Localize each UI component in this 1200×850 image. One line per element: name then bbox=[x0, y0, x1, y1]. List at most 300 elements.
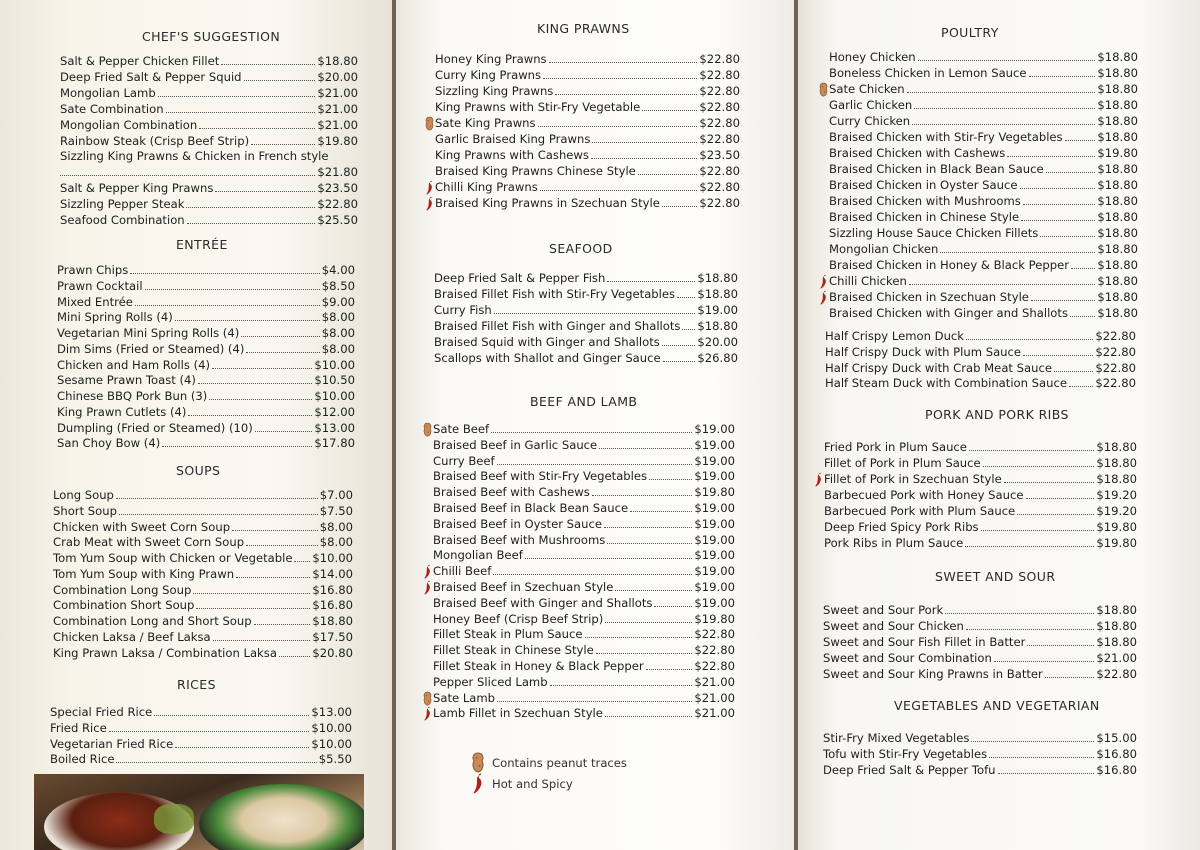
menu-item-price: $21.00 bbox=[694, 674, 735, 689]
menu-item bbox=[60, 53, 358, 69]
menu-item-price: $26.80 bbox=[697, 350, 738, 365]
menu-item bbox=[433, 642, 735, 658]
menu-item bbox=[829, 97, 1138, 113]
dot-leader bbox=[677, 297, 695, 298]
menu-item-name: Sizzling House Sauce Chicken Fillets bbox=[829, 226, 1039, 240]
menu-item-name: King Prawns with Stir-Fry Vegetable bbox=[435, 100, 641, 114]
menu-item bbox=[829, 177, 1138, 193]
menu-item bbox=[433, 547, 735, 563]
menu-item bbox=[825, 328, 1136, 344]
dot-leader bbox=[1069, 386, 1093, 387]
menu-item bbox=[823, 634, 1137, 650]
menu-item-name: Braised Chicken in Honey & Black Pepper bbox=[829, 258, 1069, 272]
menu-item-price: $8.00 bbox=[319, 519, 353, 534]
menu-item-name: Sesame Prawn Toast (4) bbox=[57, 373, 196, 388]
dot-leader bbox=[1070, 316, 1095, 317]
menu-item bbox=[433, 500, 735, 516]
menu-item bbox=[60, 148, 329, 164]
menu-item-price: $19.80 bbox=[694, 611, 735, 626]
menu-item bbox=[433, 658, 735, 674]
menu-item bbox=[824, 519, 1137, 535]
dot-leader bbox=[989, 757, 1094, 758]
menu-item-price: $22.80 bbox=[1095, 344, 1136, 359]
menu-item-name: Fillet Steak in Chinese Style bbox=[433, 643, 594, 658]
menu-item-name: Braised Chicken with Ginger and Shallots bbox=[829, 306, 1068, 320]
menu-item bbox=[57, 278, 355, 294]
menu-item-price: $19.00 bbox=[694, 453, 735, 468]
menu-item-name: Lamb Fillet in Szechuan Style bbox=[433, 706, 603, 721]
section-title-chefs-suggestion: CHEF'S SUGGESTION bbox=[142, 29, 281, 44]
dot-leader bbox=[909, 284, 1096, 285]
dot-leader bbox=[663, 361, 696, 362]
food-photo bbox=[34, 774, 364, 850]
menu-item bbox=[433, 563, 735, 579]
menu-item-price: $22.80 bbox=[1096, 666, 1137, 681]
dot-leader bbox=[213, 640, 311, 641]
dot-leader bbox=[279, 656, 311, 657]
menu-item-price: $7.00 bbox=[319, 488, 353, 502]
menu-item-name: Chicken and Ham Rolls (4) bbox=[57, 357, 211, 372]
chilli-icon bbox=[424, 180, 436, 196]
menu-item-price: $19.80 bbox=[1096, 535, 1137, 550]
menu-item bbox=[53, 550, 353, 566]
menu-item-name: Combination Long Soup bbox=[53, 582, 192, 597]
menu-item bbox=[829, 225, 1138, 241]
menu-item-name: Tom Yum Soup with Chicken or Vegetable bbox=[53, 551, 293, 565]
menu-item-name: Garlic Braised King Prawns bbox=[435, 132, 591, 146]
menu-item-price: $19.00 bbox=[697, 302, 738, 317]
menu-item-name: Curry Fish bbox=[434, 302, 492, 317]
menu-item bbox=[829, 273, 1138, 289]
menu-item-name: Braised Beef with Ginger and Shallots bbox=[433, 595, 653, 610]
menu-item-name: Fillet Steak in Honey & Black Pepper bbox=[433, 659, 644, 673]
menu-item-name: Braised Chicken with Stir-Fry Vegetables bbox=[829, 130, 1063, 144]
menu-item-name: Barbecued Pork with Honey Sauce bbox=[824, 487, 1024, 502]
dot-leader bbox=[945, 613, 1094, 614]
menu-item bbox=[823, 650, 1137, 666]
dot-leader bbox=[491, 432, 692, 433]
dot-leader bbox=[646, 669, 693, 670]
dot-leader bbox=[981, 530, 1095, 531]
menu-item-name: Scallops with Shallot and Ginger Sauce bbox=[434, 350, 661, 365]
menu-item bbox=[53, 597, 353, 613]
menu-item-name: Braised Fillet Fish with Ginger and Shallots bbox=[434, 318, 681, 333]
menu-item-price: $21.00 bbox=[317, 85, 358, 100]
dot-leader bbox=[166, 112, 316, 113]
menu-item-price: $19.00 bbox=[694, 595, 735, 610]
dot-leader bbox=[246, 545, 318, 546]
dot-leader bbox=[175, 320, 320, 321]
menu-item-name: Sate Lamb bbox=[433, 690, 496, 705]
menu-item-price: $13.00 bbox=[314, 420, 355, 435]
dot-leader bbox=[585, 637, 693, 638]
menu-item bbox=[60, 85, 358, 101]
menu-item-price: $22.80 bbox=[699, 164, 740, 178]
menu-item-name: Deep Fried Spicy Pork Ribs bbox=[824, 519, 979, 534]
dot-leader bbox=[109, 731, 310, 732]
dot-leader bbox=[196, 608, 310, 609]
menu-item bbox=[435, 163, 740, 179]
menu-item bbox=[433, 421, 735, 437]
menu-item-price: $18.80 bbox=[1097, 194, 1138, 208]
dot-leader bbox=[605, 716, 693, 717]
menu-item bbox=[829, 209, 1138, 225]
menu-item bbox=[829, 193, 1138, 209]
legend-peanut-label: Contains peanut traces bbox=[492, 756, 627, 770]
dot-leader bbox=[1045, 677, 1095, 678]
menu-item-name: Half Steam Duck with Combination Sauce bbox=[825, 376, 1067, 391]
menu-item-name: Braised Beef with Mushrooms bbox=[433, 532, 606, 547]
section-title-pork: PORK AND PORK RIBS bbox=[925, 407, 1069, 422]
dot-leader bbox=[966, 629, 1095, 630]
dot-leader bbox=[907, 92, 1096, 93]
legend-chilli bbox=[470, 773, 573, 795]
menu-item-name: Mongolian Combination bbox=[60, 117, 198, 132]
dot-leader bbox=[654, 606, 692, 607]
menu-item-price: $19.00 bbox=[694, 564, 735, 579]
menu-item-name: Braised Chicken with Cashews bbox=[829, 146, 1006, 160]
menu-item bbox=[824, 471, 1137, 487]
menu-item bbox=[60, 212, 358, 228]
menu-item-price: $18.80 bbox=[1096, 618, 1137, 633]
menu-item bbox=[433, 437, 735, 453]
menu-item-price: $18.80 bbox=[312, 614, 353, 628]
dot-leader bbox=[1065, 140, 1096, 141]
section-title-king-prawns: KING PRAWNS bbox=[537, 21, 630, 36]
menu-item-name: Mini Spring Rolls (4) bbox=[57, 310, 173, 325]
menu-item-price: $21.00 bbox=[1096, 650, 1137, 665]
menu-item-name: Sate King Prawns bbox=[435, 116, 536, 130]
menu-item bbox=[435, 195, 740, 211]
menu-item-price: $22.80 bbox=[699, 52, 740, 66]
menu-item-name: Mongolian Beef bbox=[433, 548, 523, 563]
menu-item-name: Sate Combination bbox=[60, 101, 164, 116]
dot-leader bbox=[971, 741, 1094, 742]
menu-item-price: $19.80 bbox=[1097, 146, 1138, 160]
menu-item bbox=[433, 453, 735, 469]
menu-item-price: $18.80 bbox=[1096, 440, 1137, 454]
menu-item bbox=[433, 690, 735, 706]
menu-item bbox=[435, 99, 740, 115]
menu-item-name: Fillet of Pork in Plum Sauce bbox=[824, 455, 981, 470]
menu-item bbox=[829, 129, 1138, 145]
dot-leader bbox=[135, 305, 320, 306]
menu-item-price: $18.80 bbox=[1096, 471, 1137, 486]
chilli-icon bbox=[422, 580, 434, 596]
section-title-rices: RICES bbox=[177, 677, 216, 692]
dot-leader bbox=[662, 206, 698, 207]
menu-item-price: $10.00 bbox=[311, 736, 352, 751]
menu-item bbox=[50, 704, 352, 720]
peanut-icon bbox=[424, 116, 436, 132]
peanut-icon bbox=[470, 752, 486, 774]
menu-item-price: $25.50 bbox=[317, 213, 358, 227]
menu-item bbox=[829, 161, 1138, 177]
menu-item-price: $19.80 bbox=[694, 485, 735, 500]
menu-item-price: $18.80 bbox=[1097, 66, 1138, 80]
menu-item-price: $16.80 bbox=[312, 598, 353, 613]
menu-item bbox=[433, 579, 735, 595]
menu-item bbox=[57, 262, 355, 278]
menu-item-name: Long Soup bbox=[53, 488, 114, 502]
dot-leader bbox=[1046, 172, 1096, 173]
chilli-icon bbox=[818, 290, 830, 306]
menu-item bbox=[60, 180, 358, 196]
menu-item-price: $18.80 bbox=[697, 318, 738, 333]
chilli-icon bbox=[818, 274, 830, 290]
menu-item-name: Barbecued Pork with Plum Sauce bbox=[824, 503, 1016, 518]
menu-item-name: Fried Pork in Plum Sauce bbox=[824, 440, 967, 454]
dot-leader bbox=[1004, 482, 1095, 483]
menu-item bbox=[435, 179, 740, 195]
menu-item-name: Seafood Combination bbox=[60, 213, 185, 227]
chilli-icon bbox=[470, 773, 486, 795]
dot-leader bbox=[1017, 514, 1094, 515]
dot-leader bbox=[232, 530, 318, 531]
menu-item-name: Pepper Sliced Lamb bbox=[433, 674, 548, 689]
menu-panel-left bbox=[0, 0, 392, 850]
dot-leader bbox=[187, 223, 316, 224]
menu-item-price: $18.80 bbox=[1097, 98, 1138, 112]
menu-item-name: Curry King Prawns bbox=[435, 68, 542, 82]
legend-chilli-label: Hot and Spicy bbox=[492, 777, 573, 791]
menu-item-price: $18.80 bbox=[1096, 603, 1137, 617]
section-title-seafood: SEAFOOD bbox=[549, 241, 613, 256]
menu-item bbox=[435, 147, 740, 163]
menu-item bbox=[435, 131, 740, 147]
menu-item bbox=[435, 51, 740, 67]
dot-leader bbox=[497, 701, 692, 702]
menu-item-name: Braised Beef in Szechuan Style bbox=[433, 580, 614, 594]
menu-item-price: $22.80 bbox=[699, 116, 740, 130]
menu-item-price: $22.80 bbox=[699, 68, 740, 82]
menu-item-price: $9.00 bbox=[321, 294, 355, 309]
menu-item-name: Sizzling Pepper Steak bbox=[60, 197, 185, 212]
menu-item-name: Boiled Rice bbox=[50, 752, 115, 767]
dot-leader bbox=[912, 124, 1095, 125]
menu-item-price: $22.80 bbox=[699, 180, 740, 194]
menu-item-price: $19.00 bbox=[694, 516, 735, 531]
dot-leader bbox=[994, 661, 1095, 662]
menu-item bbox=[823, 762, 1137, 778]
menu-item-name: Mongolian Lamb bbox=[60, 85, 156, 100]
menu-item-price: $18.80 bbox=[1097, 178, 1138, 192]
menu-item-name: Pork Ribs in Plum Sauce bbox=[824, 535, 964, 550]
menu-item-price: $19.00 bbox=[694, 437, 735, 452]
dot-leader bbox=[193, 593, 310, 594]
menu-item-name: Crab Meat with Sweet Corn Soup bbox=[53, 535, 245, 550]
menu-item-name: Chicken with Sweet Corn Soup bbox=[53, 519, 231, 534]
menu-item-name: Deep Fried Salt & Pepper Tofu bbox=[823, 762, 996, 777]
menu-item-name: Honey Chicken bbox=[829, 50, 916, 64]
menu-item-name: Sweet and Sour Fish Fillet in Batter bbox=[823, 634, 1026, 649]
menu-item-name: Sweet and Sour Pork bbox=[823, 603, 944, 617]
menu-item-price: $14.00 bbox=[312, 566, 353, 581]
menu-item-price: $19.00 bbox=[694, 580, 735, 594]
menu-panel-right bbox=[798, 0, 1200, 850]
dot-leader bbox=[60, 175, 315, 176]
menu-item-price: $16.80 bbox=[312, 582, 353, 597]
menu-item-name: Braised Chicken in Chinese Style bbox=[829, 210, 1020, 224]
dot-leader bbox=[254, 624, 311, 625]
dot-leader bbox=[682, 329, 695, 330]
menu-item bbox=[50, 720, 352, 736]
dot-leader bbox=[130, 273, 320, 274]
menu-item-name: Chilli Beef bbox=[433, 564, 492, 579]
menu-item-price: $22.80 bbox=[699, 100, 740, 114]
dot-leader bbox=[940, 252, 1095, 253]
menu-item bbox=[57, 325, 355, 341]
menu-item-name: Dumpling (Fried or Steamed) (10) bbox=[57, 420, 253, 435]
menu-item bbox=[824, 487, 1137, 503]
menu-item-price: $5.50 bbox=[318, 752, 352, 767]
dot-leader bbox=[1054, 371, 1093, 372]
menu-item-price: $23.50 bbox=[699, 148, 740, 162]
dot-leader bbox=[244, 80, 316, 81]
menu-item bbox=[434, 270, 738, 286]
menu-item-price: $16.80 bbox=[1096, 762, 1137, 777]
menu-item-name: Mixed Entrée bbox=[57, 294, 133, 309]
menu-item bbox=[53, 519, 353, 535]
menu-item-name: Salt & Pepper Chicken Fillet bbox=[60, 54, 220, 68]
dot-leader bbox=[1027, 645, 1094, 646]
peanut-icon bbox=[422, 422, 434, 438]
dot-leader bbox=[255, 431, 313, 432]
menu-item bbox=[433, 516, 735, 532]
menu-item-price: $22.80 bbox=[694, 627, 735, 642]
menu-item bbox=[829, 113, 1138, 129]
menu-item bbox=[825, 344, 1136, 360]
menu-item-price: $13.00 bbox=[311, 705, 352, 719]
menu-item bbox=[53, 582, 353, 598]
dot-leader bbox=[241, 336, 320, 337]
legend-peanut bbox=[470, 752, 627, 774]
menu-item-name: Braised Beef with Cashews bbox=[433, 485, 590, 500]
menu-item bbox=[433, 611, 735, 627]
menu-item-price: $18.80 bbox=[697, 286, 738, 301]
menu-item-price: $10.00 bbox=[314, 357, 355, 372]
section-title-beef-and-lamb: BEEF AND LAMB bbox=[530, 394, 638, 409]
dot-leader bbox=[175, 747, 309, 748]
menu-item-name: Fillet of Pork in Szechuan Style bbox=[824, 471, 1002, 486]
menu-item-name: Braised Beef with Stir-Fry Vegetables bbox=[433, 469, 648, 484]
dot-leader bbox=[607, 281, 695, 282]
menu-item-price: $20.80 bbox=[312, 645, 353, 660]
dot-leader bbox=[199, 128, 315, 129]
menu-item-price: $21.00 bbox=[694, 706, 735, 721]
menu-item-price: $22.80 bbox=[699, 196, 740, 210]
menu-item bbox=[433, 626, 735, 642]
menu-item-name: Fried Rice bbox=[50, 720, 107, 735]
menu-item-name: Deep Fried Salt & Pepper Squid bbox=[60, 69, 242, 84]
dot-leader bbox=[162, 446, 312, 447]
dot-leader bbox=[119, 514, 318, 515]
menu-item-price: $17.50 bbox=[312, 629, 353, 644]
menu-item bbox=[60, 196, 358, 212]
menu-item-price: $18.80 bbox=[1097, 242, 1138, 256]
menu-item bbox=[823, 730, 1137, 746]
menu-item-price: $18.80 bbox=[317, 54, 358, 68]
menu-item-price: $21.80 bbox=[317, 165, 358, 180]
menu-item-name: Short Soup bbox=[53, 503, 117, 518]
menu-item bbox=[57, 388, 355, 404]
menu-item bbox=[60, 69, 358, 85]
menu-item-name: Braised Beef in Oyster Sauce bbox=[433, 516, 602, 531]
menu-item-name: Sweet and Sour King Prawns in Batter bbox=[823, 666, 1043, 681]
menu-item bbox=[829, 49, 1138, 65]
menu-item-price: $22.80 bbox=[694, 643, 735, 658]
menu-item-price: $19.80 bbox=[1096, 519, 1137, 534]
dot-leader bbox=[615, 590, 692, 591]
menu-item-price: $23.50 bbox=[317, 181, 358, 196]
menu-item-name: Vegetarian Fried Rice bbox=[50, 736, 174, 751]
section-title-sweet-and-sour: SWEET AND SOUR bbox=[935, 569, 1056, 584]
menu-item-price: $22.80 bbox=[1095, 376, 1136, 391]
dot-leader bbox=[116, 498, 318, 499]
dot-leader bbox=[158, 96, 316, 97]
menu-item-name: Tofu with Stir-Fry Vegetables bbox=[823, 746, 988, 761]
dot-leader bbox=[1023, 204, 1096, 205]
menu-item bbox=[433, 674, 735, 690]
dot-leader bbox=[236, 577, 310, 578]
dot-leader bbox=[525, 558, 693, 559]
dot-leader bbox=[549, 62, 698, 63]
menu-item-name: Braised Chicken with Mushrooms bbox=[829, 194, 1021, 208]
menu-item-name: Boneless Chicken in Lemon Sauce bbox=[829, 66, 1027, 80]
menu-item-name: King Prawns with Cashews bbox=[435, 148, 589, 162]
menu-item-name: Rainbow Steak (Crisp Beef Strip) bbox=[60, 133, 250, 148]
menu-item-price: $18.80 bbox=[1097, 226, 1138, 240]
menu-item-name: Honey King Prawns bbox=[435, 52, 547, 66]
menu-item-name: Curry Chicken bbox=[829, 114, 911, 128]
menu-item-name: Sate Chicken bbox=[829, 82, 905, 96]
menu-item bbox=[53, 645, 353, 661]
menu-item bbox=[825, 375, 1136, 391]
dot-leader bbox=[497, 464, 693, 465]
dot-leader bbox=[592, 495, 693, 496]
menu-item-price: $20.00 bbox=[697, 334, 738, 349]
menu-item-name: Braised Chicken in Szechuan Style bbox=[829, 290, 1029, 304]
menu-item bbox=[57, 341, 355, 357]
menu-item bbox=[53, 566, 353, 582]
menu-item bbox=[435, 115, 740, 131]
section-title-vegetables: VEGETABLES AND VEGETARIAN bbox=[894, 698, 1100, 713]
menu-item bbox=[57, 404, 355, 420]
dot-leader bbox=[642, 110, 697, 111]
menu-item bbox=[829, 145, 1138, 161]
dot-leader bbox=[543, 78, 697, 79]
menu-item-price: $18.80 bbox=[697, 271, 738, 285]
dot-leader bbox=[1031, 300, 1095, 301]
menu-item-name: Sweet and Sour Combination bbox=[823, 650, 992, 665]
menu-item bbox=[50, 736, 352, 752]
menu-item bbox=[50, 751, 352, 767]
dot-leader bbox=[246, 352, 319, 353]
dot-leader bbox=[251, 144, 315, 145]
menu-item-name: Braised Beef in Garlic Sauce bbox=[433, 437, 598, 452]
menu-item bbox=[57, 294, 355, 310]
menu-item-price: $12.00 bbox=[314, 404, 355, 419]
menu-item bbox=[60, 164, 358, 180]
menu-item-name: Mongolian Chicken bbox=[829, 242, 939, 256]
menu-item-name: Honey Beef (Crisp Beef Strip) bbox=[433, 611, 604, 626]
menu-item-name: Curry Beef bbox=[433, 453, 495, 468]
menu-item-name: King Prawn Laksa / Combination Laksa bbox=[53, 645, 277, 660]
dot-leader bbox=[538, 126, 698, 127]
menu-item-name: Dim Sims (Fried or Steamed) (4) bbox=[57, 341, 245, 356]
dot-leader bbox=[116, 762, 316, 763]
menu-item-price: $18.80 bbox=[1097, 306, 1138, 320]
